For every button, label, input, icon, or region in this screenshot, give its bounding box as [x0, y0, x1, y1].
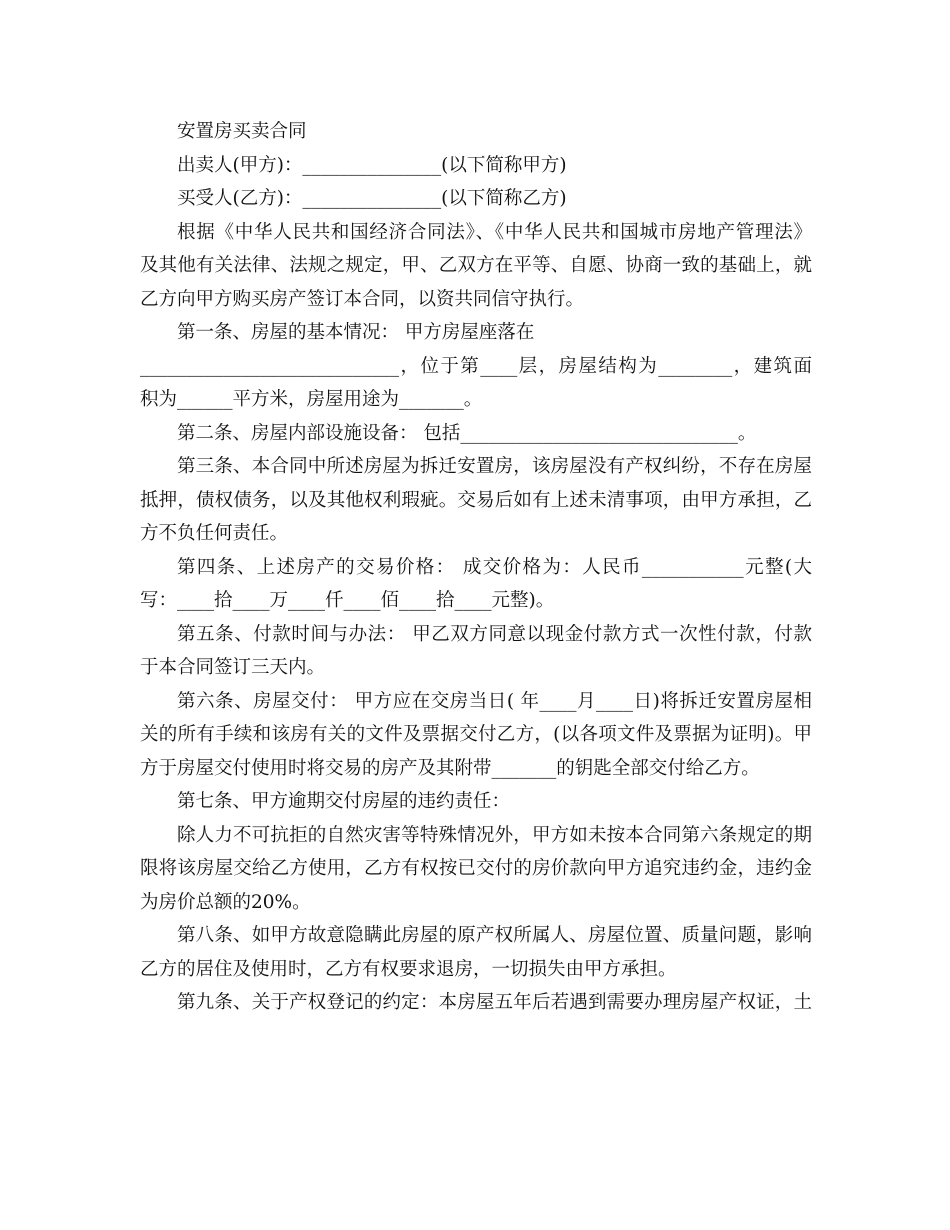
document-line: 第六条、房屋交付： 甲方应在交房当日( 年____月____日)将拆迁安置房屋相	[177, 690, 812, 712]
document-line: 于本合同签订三天内。	[140, 657, 326, 678]
document-line: 为房价总额的20%。	[140, 891, 311, 913]
document-line: 第三条、本合同中所述房屋为拆迁安置房，该房屋没有产权纠纷，不存在房屋	[177, 456, 812, 477]
document-line: 安置房买卖合同	[177, 121, 307, 142]
document-line: 第四条、上述房产的交易价格： 成交价格为：人民币___________元整(大	[177, 556, 812, 578]
document-line: 第二条、房屋内部设施设备： 包括______________________________。	[177, 422, 757, 444]
document-line: 除人力不可抗拒的自然灾害等特殊情况外，甲方如未按本合同第六条规定的期	[177, 824, 812, 846]
document-line: 写：____拾____万____仟____佰____拾____元整)。	[140, 590, 555, 611]
document-line: 及其他有关法律、法规之规定，甲、乙双方在平等、自愿、协商一致的基础上，就	[140, 255, 812, 276]
document-line: 出卖人(甲方)：_______________(以下简称甲方)	[177, 154, 567, 176]
document-line: 方于房屋交付使用时将交易的房产及其附带_______的钥匙全部交付给乙方。	[140, 757, 760, 779]
document-line: ____________________________，位于第____层，房屋结构为________，建筑面	[140, 355, 812, 377]
document-line: 乙方向甲方购买房产签订本合同，以资共同信守执行。	[140, 288, 585, 310]
document-line: 抵押，债权债务，以及其他权利瑕疵。交易后如有上述未清事项，由甲方承担，乙	[140, 489, 812, 511]
document-line: 第八条、如甲方故意隐瞒此房屋的原产权所属人、房屋位置、质量问题，影响	[177, 925, 812, 946]
document-line: 限将该房屋交给乙方使用，乙方有权按已交付的房价款向甲方追究违约金，违约金	[140, 858, 812, 879]
document-line: 关的所有手续和该房有关的文件及票据交付乙方，(以各项文件及票据为证明)。甲	[140, 724, 812, 745]
document-line: 根据《中华人民共和国经济合同法》、《中华人民共和国城市房地产管理法》	[177, 221, 812, 243]
document-line: 第七条、甲方逾期交付房屋的违约责任：	[177, 791, 511, 812]
document-line: 积为______平方米，房屋用途为_______。	[140, 389, 483, 410]
document-line: 乙方的居住及使用时，乙方有权要求退房，一切损失由甲方承担。	[140, 958, 677, 980]
document-line: 第一条、房屋的基本情况： 甲方房屋座落在	[177, 322, 535, 343]
document-line: 第九条、关于产权登记的约定：本房屋五年后若遇到需要办理房屋产权证，土	[177, 992, 812, 1013]
document-line: 第五条、付款时间与办法： 甲乙双方同意以现金付款方式一次性付款，付款	[177, 623, 812, 645]
document-line: 方不负任何责任。	[140, 523, 289, 544]
document-line: 买受人(乙方)：_______________(以下简称乙方)	[177, 188, 567, 209]
contract-text	[140, 115, 812, 1020]
